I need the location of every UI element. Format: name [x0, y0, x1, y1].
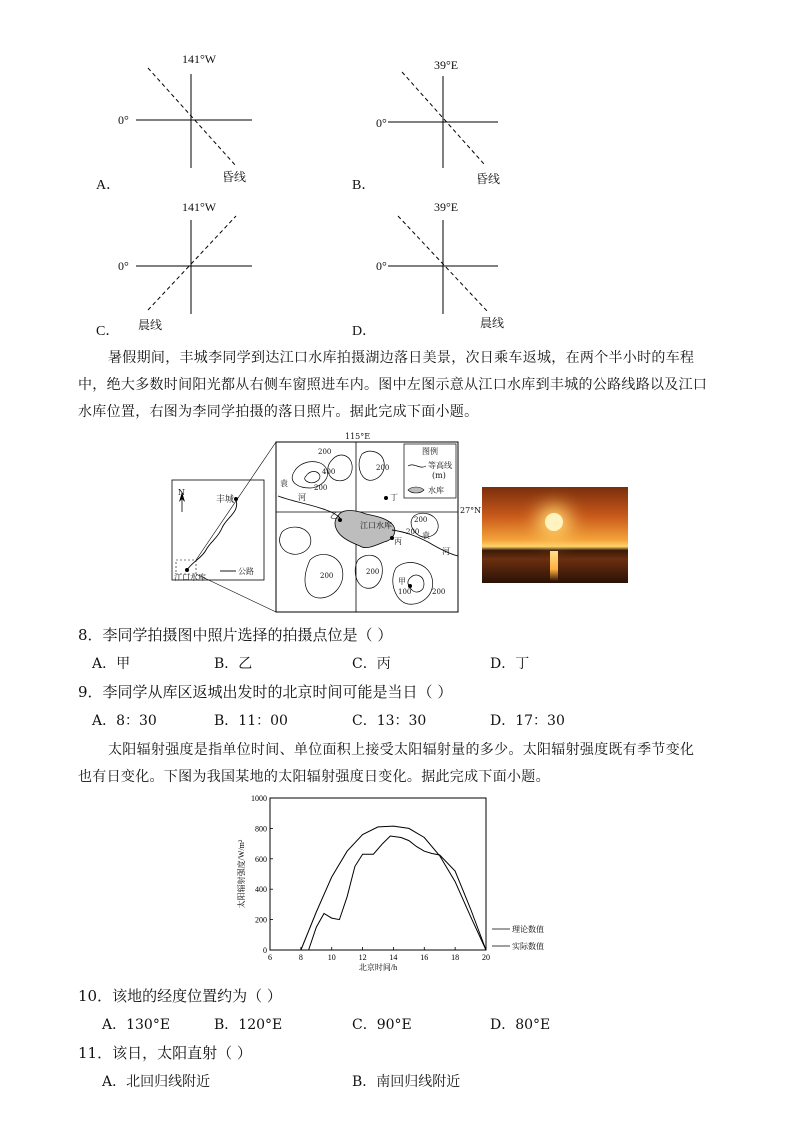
- q10-options: [92, 1014, 732, 1034]
- river-2-char-a: 袁: [422, 531, 430, 540]
- legend-label-0: 理论数值: [512, 925, 544, 934]
- radiation-chart: [232, 790, 562, 980]
- contour-label-200-f: 200: [320, 572, 334, 580]
- diagram-a: [90, 50, 290, 193]
- diagram-c-line-label: 晨线: [138, 318, 163, 332]
- diagram-a-top-label: 141°W: [182, 52, 217, 66]
- diagram-a-letter: A．: [96, 178, 121, 193]
- y-axis-label: 太阳辐射强度/W/m²: [237, 839, 246, 909]
- diagram-d-letter: D．: [352, 324, 377, 339]
- legend-label-1: 实际数值: [512, 942, 544, 951]
- sun-reflection: [550, 551, 558, 581]
- passage-1: [78, 345, 718, 426]
- diagram-b-left-label: 0°: [376, 116, 387, 130]
- q11-stem: 11．该日，太阳直射（ ）: [78, 1044, 252, 1062]
- diagram-c-left-label: 0°: [118, 259, 129, 273]
- latitude-label: 27°N: [460, 506, 482, 515]
- x-tick-label-7: 20: [482, 953, 490, 962]
- point-bing: 丙: [394, 537, 402, 546]
- q9-option-c[interactable]: C．13：30: [352, 713, 427, 729]
- legend-contour: 等高线: [428, 461, 452, 470]
- contour-label-200-a: 200: [318, 448, 332, 456]
- diagram-a-line-label: 昏线: [222, 170, 247, 184]
- x-tick-label-3: 12: [358, 953, 367, 962]
- q10-option-b[interactable]: B．120°E: [214, 1017, 283, 1033]
- q11-option-b[interactable]: B．南回归线附近: [352, 1074, 461, 1090]
- contour-label-200-c: 200: [376, 464, 390, 472]
- legend-road-label: 公路: [238, 567, 254, 576]
- q8-option-c[interactable]: C．丙: [352, 656, 391, 672]
- sun-disk: [545, 513, 563, 531]
- passage-2-line-2: 也有日变化。下图为我国某地的太阳辐射强度日变化。据此完成下面小题。: [78, 769, 550, 785]
- y-tick-label-0: 0: [263, 946, 267, 955]
- x-axis-label: 北京时间/h: [358, 963, 398, 972]
- q9-stem: 9．李同学从库区返城出发时的北京时间可能是当日（ ）: [78, 683, 453, 701]
- series-line-1: [309, 836, 486, 950]
- diagram-d: [346, 196, 546, 341]
- diagram-b-top-label: 39°E: [434, 58, 459, 72]
- x-tick-label-2: 10: [327, 953, 336, 962]
- legend-unit: (m): [432, 471, 446, 480]
- diagram-d-line-label: 晨线: [480, 316, 505, 330]
- q8-option-b[interactable]: B．乙: [214, 656, 253, 672]
- q10-option-d[interactable]: D．80°E: [490, 1017, 551, 1033]
- q11-option-a[interactable]: A．北回归线附近: [102, 1074, 211, 1090]
- reservoir-name: 江口水库: [360, 521, 392, 530]
- passage-1-line-1: 暑假期间，丰城李同学到达江口水库拍摄湖边落日美景，次日乘车返城，在两个半小时的车程: [108, 350, 695, 366]
- y-tick-label-4: 800: [255, 824, 267, 834]
- y-tick-label-3: 600: [255, 854, 267, 864]
- contour-label-200-d: 200: [414, 516, 428, 524]
- q10-option-a[interactable]: A．130°E: [102, 1017, 171, 1033]
- point-yi: 乙: [330, 511, 338, 520]
- contour-label-200-g: 200: [366, 568, 380, 576]
- city-label: 丰城: [216, 495, 235, 505]
- y-tick-label-1: 200: [255, 915, 267, 925]
- passage-1-line-2: 中，绝大多数时间阳光都从右侧车窗照进车内。图中左图示意从江口水库到丰城的公路线路以及江口: [78, 377, 708, 393]
- x-tick-label-1: 8: [298, 953, 303, 962]
- legend-reservoir: 水库: [428, 486, 444, 495]
- diagram-b-letter: B．: [352, 178, 376, 193]
- x-tick-label-0: 6: [268, 953, 272, 962]
- point-ding: 丁: [390, 493, 398, 502]
- diagram-d-top-label: 39°E: [434, 200, 459, 214]
- y-tick-label-2: 400: [255, 885, 267, 895]
- q9-option-a[interactable]: A．8：30: [92, 713, 157, 729]
- point-jia: 甲: [398, 577, 406, 586]
- q9-option-b[interactable]: B．11：00: [214, 713, 288, 729]
- series-line-0: [301, 826, 486, 950]
- passage-2-line-1: 太阳辐射强度是指单位时间、单位面积上接受太阳辐射量的多少。太阳辐射强度既有季节变化: [108, 742, 695, 758]
- passage-1-line-3: 水库位置，右图为李同学拍摄的落日照片。据此完成下面小题。: [78, 404, 479, 420]
- q11-options: [92, 1071, 732, 1091]
- q8-option-d[interactable]: D．丁: [490, 656, 530, 672]
- radiation-chart-svg: [232, 790, 562, 980]
- diagram-b-line-label: 昏线: [476, 172, 501, 186]
- y-tick-label-5: 1000: [251, 794, 267, 803]
- q8-options: [92, 653, 732, 673]
- x-tick-label-5: 16: [420, 953, 429, 962]
- plot-frame: [270, 798, 486, 950]
- diagram-d-left-label: 0°: [376, 259, 387, 273]
- diagram-b: [346, 50, 546, 193]
- map-figure: [170, 432, 480, 614]
- q10-option-c[interactable]: C．90°E: [352, 1017, 412, 1033]
- diagram-c-letter: C．: [96, 324, 120, 339]
- contour-label-100: 100: [398, 588, 412, 596]
- x-tick-label-4: 14: [389, 953, 398, 962]
- river-2-char-b: 河: [442, 547, 450, 556]
- q8-option-a[interactable]: A．甲: [92, 656, 131, 672]
- contour-label-200-h: 200: [432, 588, 446, 596]
- river-1-char-b: 河: [298, 493, 306, 502]
- q8-stem: 8．李同学拍摄图中照片选择的拍摄点位是（ ）: [78, 626, 393, 644]
- q10-stem: 10．该地的经度位置约为（ ）: [78, 987, 282, 1005]
- contour-label-200-b: 200: [314, 484, 328, 492]
- small-reservoir-label: 江口水库: [174, 573, 206, 582]
- legend-title: 图例: [422, 447, 438, 456]
- river-1-char-a: 袁: [280, 479, 288, 488]
- diagram-a-left-label: 0°: [118, 113, 129, 127]
- diagram-c-top-label: 141°W: [182, 200, 217, 214]
- q9-options: [92, 710, 732, 730]
- longitude-label: 115°E: [345, 432, 371, 441]
- passage-2: [78, 737, 718, 791]
- x-tick-label-6: 18: [451, 953, 460, 962]
- q9-option-d[interactable]: D．17：30: [490, 713, 565, 729]
- north-label: N: [178, 488, 185, 497]
- sunset-photo: [482, 487, 628, 583]
- diagram-c: [90, 196, 290, 341]
- contour-label-200-e: 200: [406, 528, 420, 536]
- contour-label-400: 400: [322, 468, 336, 476]
